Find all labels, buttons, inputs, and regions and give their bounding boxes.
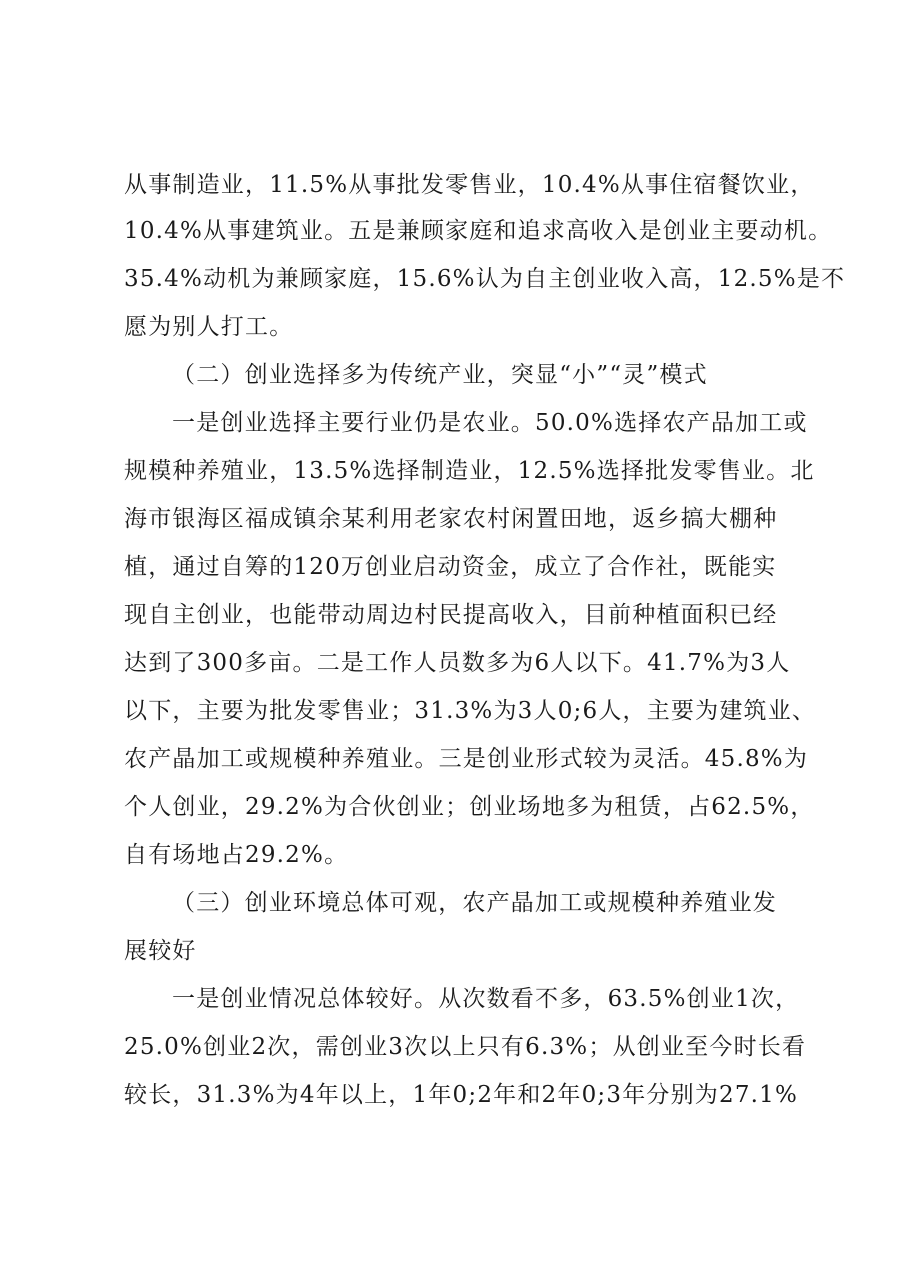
text-line-15: 自有场地占29.2%。 (124, 842, 349, 868)
text-line-20: 较长，31.3%为4年以上，1年0;2年和2年0;3年分别为27.1% (124, 1082, 799, 1108)
text-line-19: 25.0%创业2次，需创业3次以上只有6.3%；从创业至今时长看 (124, 1034, 807, 1060)
section-heading-3: （三）创业环境总体可观，农产晶加工或规模种养殖业发 (172, 890, 777, 916)
text-line-6: 一是创业选择主要行业仍是农业。50.0%选择农产品加工或 (172, 410, 808, 436)
text-line-12: 以下，主要为批发零售业；31.3%为3人0;6人，主要为建筑业、 (124, 698, 817, 724)
text-line-1: 从事制造业，11.5%从事批发零售业，10.4%从事住宿餐饮业， (124, 172, 815, 198)
text-line-9: 植，通过自筹的120万创业启动资金，成立了合作社，既能实 (124, 554, 777, 580)
section-heading-3-continued: 展较好 (124, 938, 197, 964)
text-line-13: 农产晶加工或规模种养殖业。三是创业形式较为灵活。45.8%为 (124, 746, 809, 772)
section-heading-2: （二）创业选择多为传统产业，突显“小”“灵”模式 (172, 362, 708, 388)
text-line-3: 35.4%动机为兼顾家庭，15.6%认为自主创业收入高，12.5%是不 (124, 266, 846, 292)
text-line-4: 愿为别人打工。 (124, 314, 294, 340)
text-line-14: 个人创业，29.2%为合伙创业；创业场地多为租赁，占62.5%， (124, 794, 815, 820)
text-line-8: 海市银海区福成镇余某利用老家农村闲置田地，返乡搞大棚种 (124, 506, 778, 532)
text-line-7: 规模种养殖业，13.5%选择制造业，12.5%选择批发零售业。北 (124, 458, 815, 484)
text-line-2: 10.4%从事建筑业。五是兼顾家庭和追求高收入是创业主要动机。 (124, 218, 833, 244)
text-line-18: 一是创业情况总体较好。从次数看不多，63.5%创业1次， (172, 986, 800, 1012)
text-line-10: 现自主创业，也能带动周边村民提高收入，目前种植面积已经 (124, 602, 778, 628)
text-line-11: 达到了300多亩。二是工作人员数多为6人以下。41.7%为3人 (124, 650, 791, 676)
